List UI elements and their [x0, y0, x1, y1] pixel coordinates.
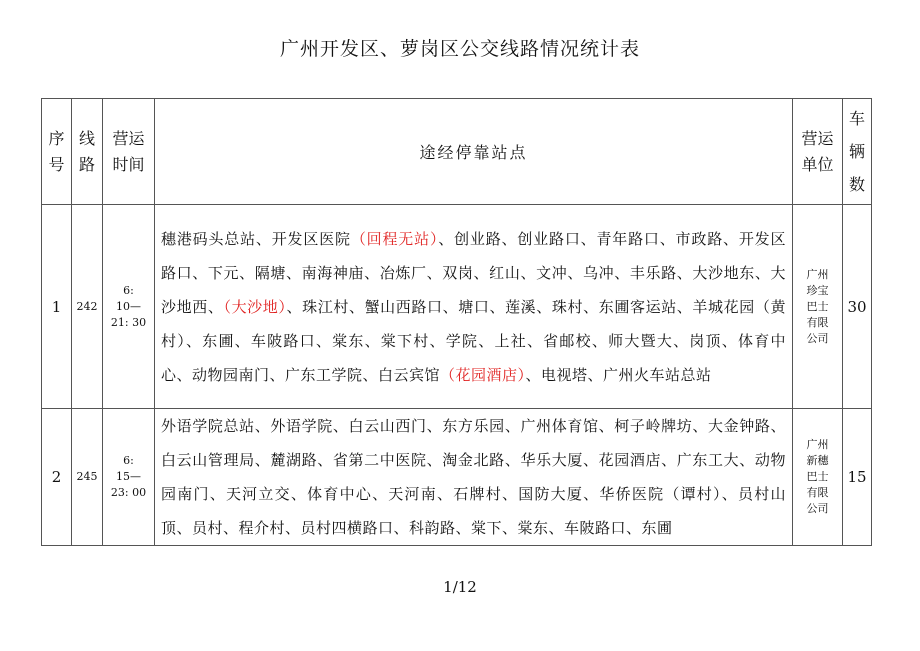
- hours-end: 21: 30: [110, 315, 147, 329]
- hours-start: 6:: [123, 454, 134, 467]
- hours-mid: 15—: [116, 470, 141, 483]
- stops-text: 穗港码头总站、开发区医院: [161, 229, 351, 248]
- row-route: 245: [72, 409, 103, 546]
- stops-text: 、珠江村、蟹山西路口、塘口、莲溪、珠村、东圃客运站、羊城花园（黄村）、东圃、车陂路口、棠东、棠下村、学院、上社、省邮校、师大暨大、岗顶、体育中心、动物园南门、广东工学院、白云宾馆: [161, 297, 786, 384]
- operator-line: 有限: [806, 315, 829, 329]
- page-number: 1/12: [443, 578, 477, 596]
- header-index: [42, 99, 72, 205]
- header-vehicles: [843, 99, 872, 205]
- header-route-line: 线: [78, 128, 95, 148]
- header-vehicles-line: 车: [848, 109, 865, 128]
- header-hours-line: 营运: [112, 128, 145, 148]
- row-stops: [155, 205, 793, 409]
- hours-start: 6:: [123, 283, 134, 297]
- header-route-line: 路: [78, 154, 95, 174]
- operator-line: 珍宝: [806, 283, 829, 297]
- row-route: 242: [72, 205, 103, 409]
- operator-line: 广州: [806, 438, 829, 451]
- header-stops: 途经停靠站点: [155, 99, 793, 205]
- route-table: [41, 98, 872, 546]
- header-index-line: 号: [48, 154, 65, 174]
- row-index: 2: [42, 409, 72, 546]
- stops-note: （花园酒店）: [440, 365, 526, 384]
- operator-line: 巴士: [806, 299, 829, 313]
- stops-text: 外语学院总站、外语学院、白云山西门、东方乐园、广州体育馆、柯子岭牌坊、大金钟路、白云山管理局、麓湖路、省第二中医院、淘金北路、华乐大厦、花园酒店、广东工大、动物园南门、天河立交、体育中心、天河南、石牌村、国防大厦、华侨医院（谭村）、员村山顶、员村、程介村、员村四横路口、科韵路、棠下、棠东、车陂路口、东圃: [161, 417, 786, 537]
- row-hours: [103, 205, 155, 409]
- stops-text: 、创业路、创业路口、青年路口、市政路、开发区路口、下元、隔塘、南海神庙、冶炼厂、双岗、红山、文冲、乌冲、丰乐路、大沙地东、大沙地西、: [161, 229, 786, 316]
- stops-note: （大沙地）: [223, 297, 287, 316]
- table-row: [42, 409, 872, 546]
- row-vehicles: 15: [843, 409, 872, 546]
- row-operator: [793, 409, 843, 546]
- header-index-line: 序: [48, 128, 65, 148]
- document-title: 广州开发区、萝岗区公交线路情况统计表: [279, 38, 640, 60]
- operator-line: 巴士: [806, 470, 829, 483]
- hours-mid: 10—: [116, 299, 141, 313]
- operator-line: 公司: [806, 502, 829, 515]
- operator-line: 新穗: [806, 454, 829, 467]
- header-hours-line: 时间: [112, 154, 145, 174]
- operator-line: 公司: [806, 331, 829, 345]
- header-vehicles-line: 数: [848, 175, 865, 194]
- stops-note: （回程无站）: [350, 229, 439, 248]
- header-vehicles-line: 辆: [848, 142, 865, 161]
- row-operator: [793, 205, 843, 409]
- header-operator-line: 单位: [801, 154, 834, 174]
- row-hours: [103, 409, 155, 546]
- operator-line: 广州: [806, 267, 829, 281]
- header-operator: [793, 99, 843, 205]
- header-route: [72, 99, 103, 205]
- row-index: 1: [42, 205, 72, 409]
- stops-text: 、电视塔、广州火车站总站: [525, 365, 712, 384]
- table-header-row: [42, 99, 872, 205]
- row-vehicles: 30: [843, 205, 872, 409]
- operator-line: 有限: [806, 486, 829, 499]
- header-operator-line: 营运: [801, 128, 834, 148]
- row-stops: [155, 409, 793, 546]
- header-hours: [103, 99, 155, 205]
- hours-end: 23: 00: [110, 486, 147, 499]
- table-row: [42, 205, 872, 409]
